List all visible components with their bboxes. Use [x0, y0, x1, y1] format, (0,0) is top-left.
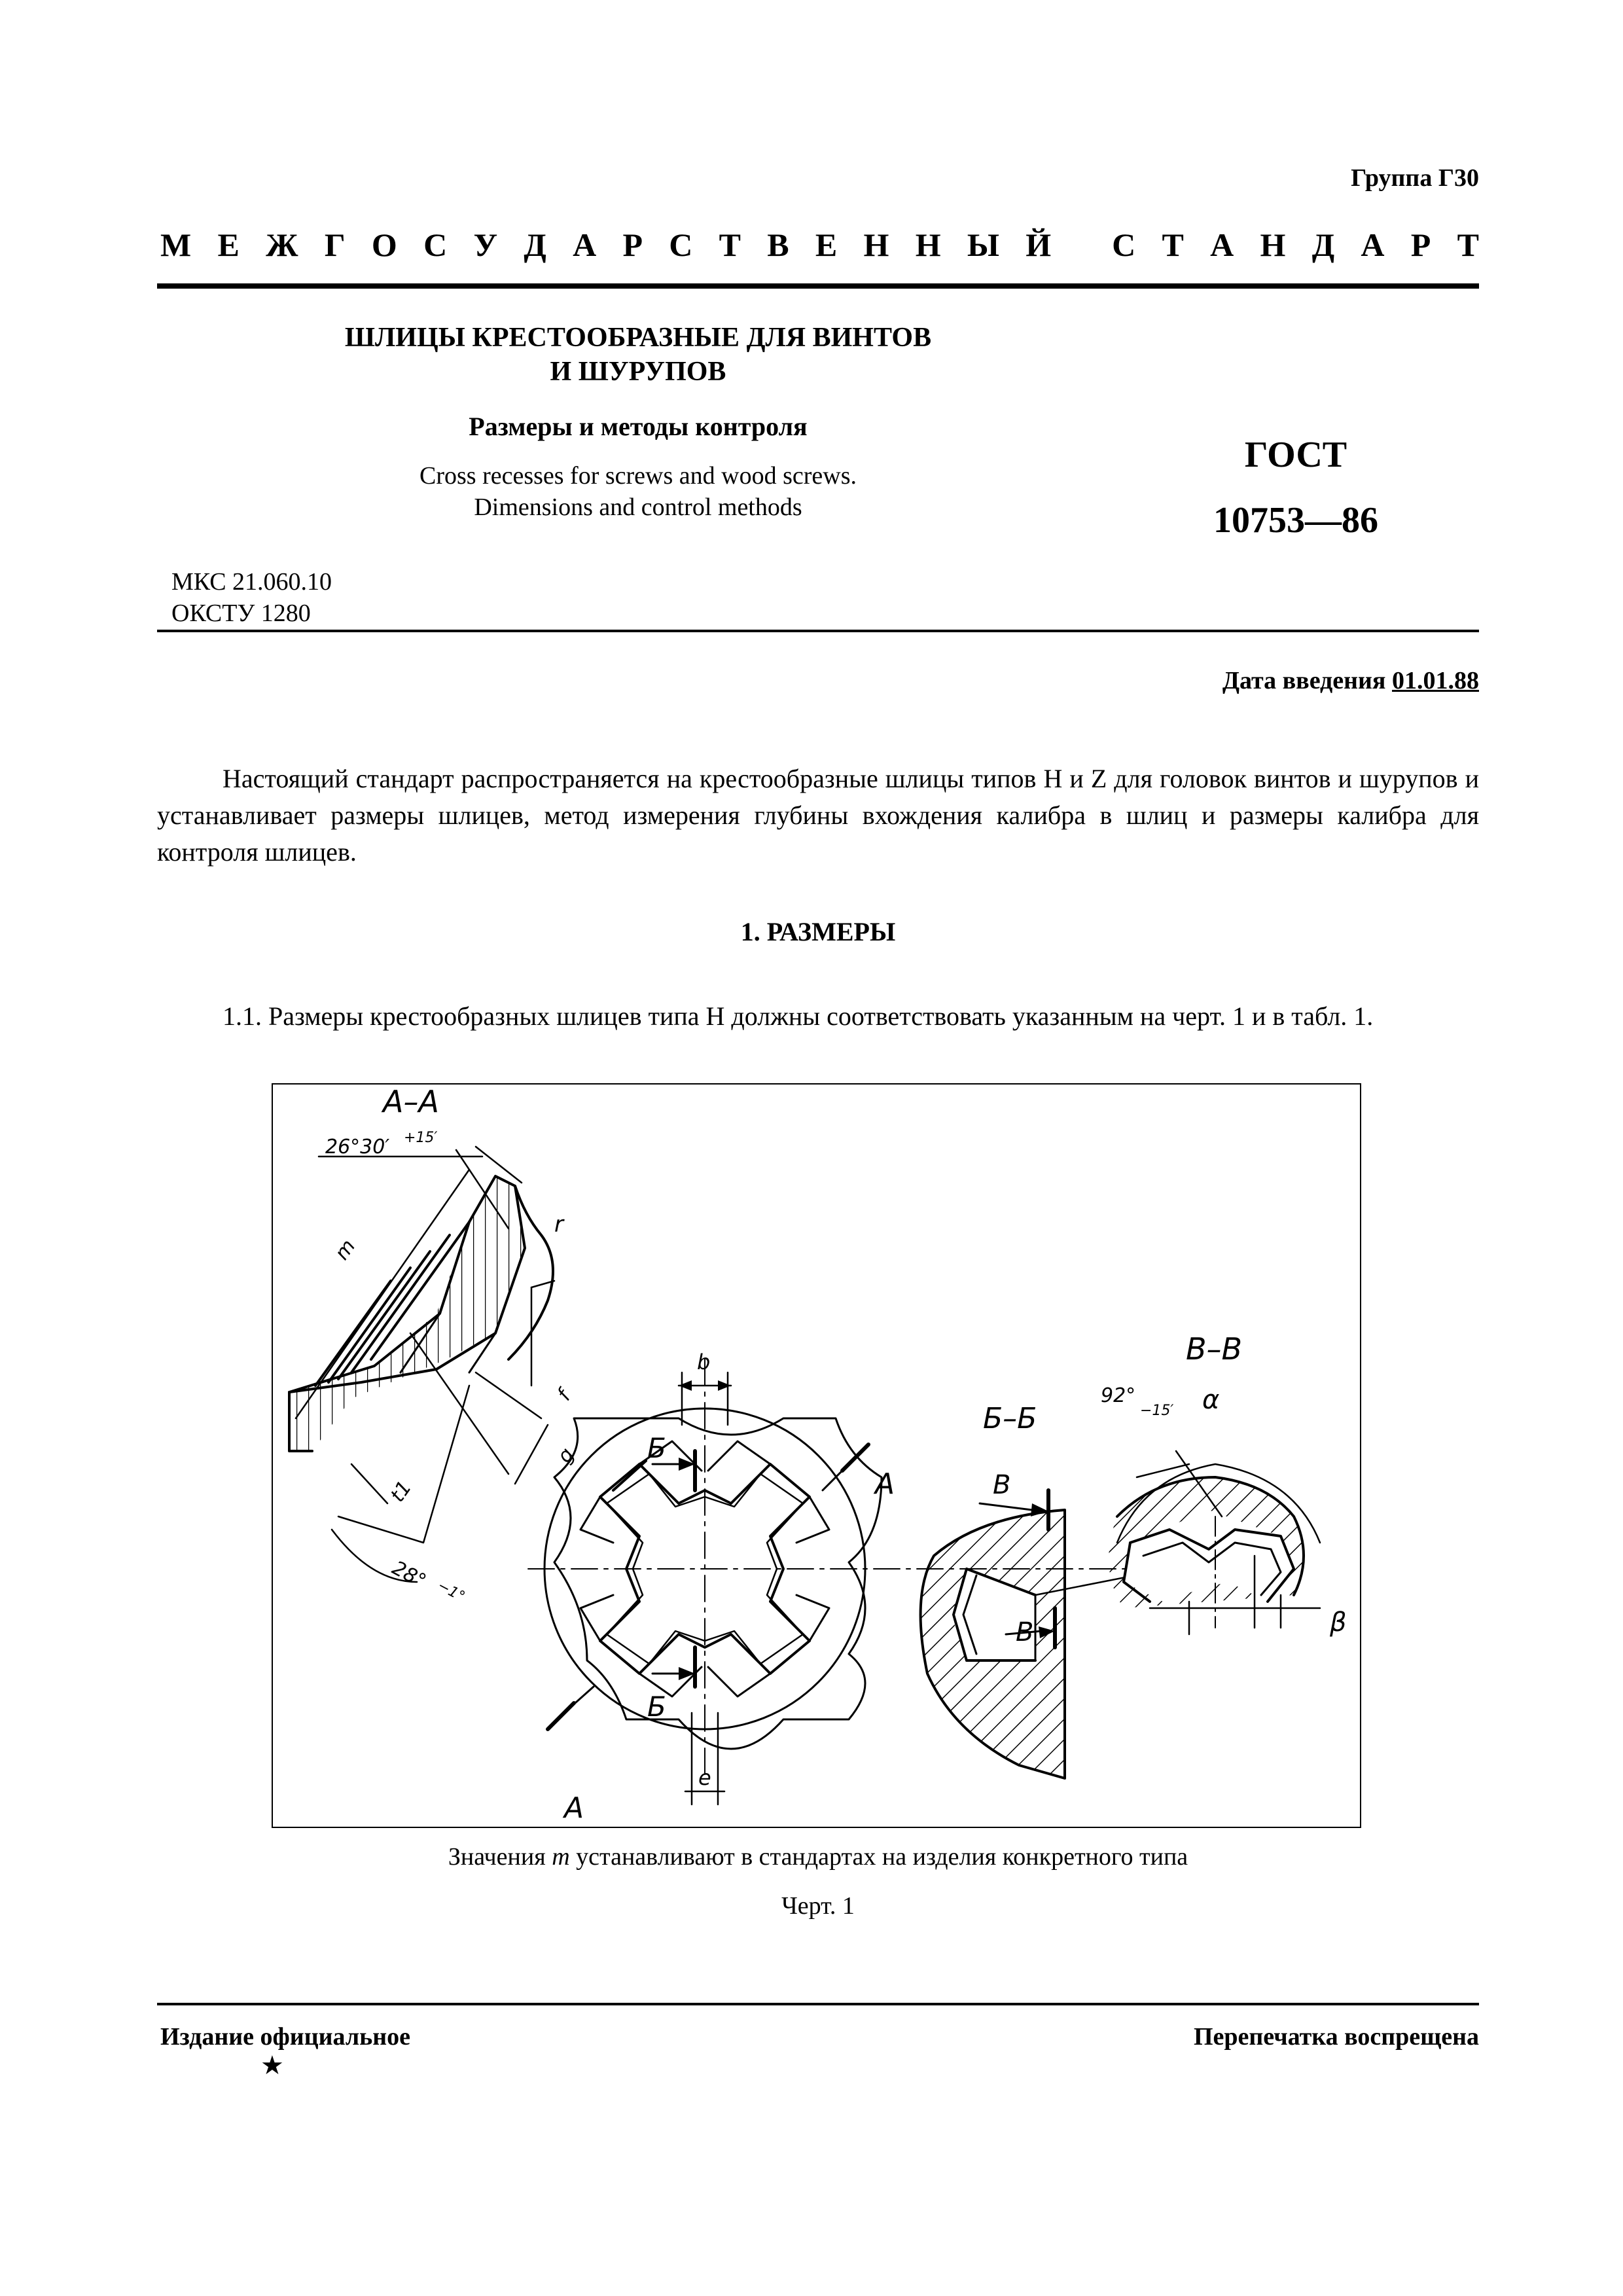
interstate-letter: А — [1210, 226, 1234, 263]
fig-label-t1: t1 — [385, 1477, 417, 1507]
cross-recess-drawing — [273, 1085, 1363, 1829]
interstate-letter: О — [371, 226, 397, 263]
fig-label-alpha: α — [1202, 1385, 1220, 1415]
section-vv-view — [1109, 1451, 1320, 1634]
title-block — [262, 321, 1014, 523]
section-heading: 1. РАЗМЕРЫ — [740, 917, 896, 946]
fig-label-sec-vv: В–В — [1186, 1331, 1243, 1367]
intro-date — [1222, 666, 1479, 695]
header-rule — [157, 283, 1479, 289]
fig-label-cut-v-top: В — [993, 1470, 1011, 1500]
interstate-letter: Т — [1457, 226, 1479, 263]
interstate-letter: С — [1112, 226, 1136, 263]
interstate-letter: С — [669, 226, 693, 263]
interstate-letter: Н — [1260, 226, 1286, 263]
fig-label-beta: β — [1330, 1607, 1347, 1638]
fig-label-angle-92: 92° — [1101, 1384, 1136, 1407]
interstate-letter: В — [767, 226, 789, 263]
fig-label-angle-92-tol: −15′ — [1140, 1403, 1174, 1419]
fig-label-angle-bottom-tol: −1° — [435, 1577, 468, 1605]
fig-label-m: m — [330, 1235, 361, 1265]
interstate-letter: Ы — [967, 226, 999, 263]
interstate-letter: А — [1361, 226, 1385, 263]
interstate-letter — [1077, 226, 1086, 264]
interstate-letter: Н — [863, 226, 889, 263]
fig-label-f: f — [552, 1386, 576, 1405]
gost-label: ГОСТ — [1244, 435, 1347, 475]
fig-label-cut-a-bottom: А — [564, 1791, 584, 1825]
fig-label-cut-b-top: Б — [647, 1432, 666, 1464]
figure-number: Черт. 1 — [781, 1892, 855, 1920]
figure-caption — [157, 1842, 1479, 1871]
fig-label-sec-aa: А–А — [383, 1085, 439, 1119]
interstate-letter: М — [160, 226, 192, 263]
interstate-letter: Н — [915, 226, 941, 263]
interstate-letter: С — [423, 226, 448, 263]
title-en-line1: Cross recesses for screws and wood screws. — [419, 462, 857, 490]
interstate-letter: Т — [719, 226, 741, 263]
intro-date-label: Дата введения — [1222, 667, 1386, 694]
interstate-letter: Д — [524, 226, 546, 263]
footer-rule — [157, 2003, 1479, 2005]
scope-paragraph: Настоящий стандарт распространяется на крестообразные шлицы типов Н и Z для головок винтов и шурупов и устанавливает размеры шлицев, метод измерения глубины вхождения калибра в шлиц и размеры калибра для контроля шлицев. — [157, 764, 1479, 867]
fig-label-g: g — [552, 1443, 579, 1467]
fig-label-b: b — [697, 1350, 711, 1374]
interstate-standard-heading — [160, 226, 1479, 264]
fig-label-cut-a-top: А — [875, 1467, 895, 1501]
clause-1-1: 1.1. Размеры крестообразных шлицев типа Н должны соответствовать указанным на черт. 1 и в табл. 1. — [223, 1001, 1374, 1031]
interstate-letter: Т — [1162, 226, 1184, 263]
gost-number: 10753—86 — [1213, 500, 1378, 541]
figure-1 — [272, 1083, 1361, 1828]
footer-star: ★ — [260, 2051, 284, 2080]
fig-label-angle-bottom: 28° — [388, 1556, 430, 1594]
interstate-letter: Р — [1410, 226, 1431, 263]
caption-pre: Значения — [448, 1843, 552, 1871]
codes-rule — [157, 630, 1479, 632]
title-en — [262, 460, 1014, 523]
footer-official-edition: Издание официальное — [160, 2023, 411, 2051]
group-code: Группа Г30 — [1351, 164, 1479, 192]
fig-label-sec-bb: Б–Б — [983, 1402, 1037, 1435]
interstate-letter: А — [573, 226, 597, 263]
title-en-line2: Dimensions and control methods — [474, 493, 802, 521]
fig-label-angle-top-tol: +15′ — [404, 1130, 438, 1146]
interstate-letter: Ж — [266, 226, 298, 263]
caption-post: устанавливают в стандартах на изделия конкретного типа — [569, 1843, 1188, 1871]
title-ru-line1: ШЛИЦЫ КРЕСТООБРАЗНЫЕ ДЛЯ ВИНТОВ — [344, 323, 932, 353]
intro-date-value: 01.01.88 — [1392, 667, 1479, 694]
subtitle-ru: Размеры и методы контроля — [469, 412, 808, 441]
interstate-letter: Й — [1026, 226, 1052, 263]
footer-reprint-prohibited: Перепечатка воспрещена — [1193, 2023, 1479, 2051]
fig-label-cut-v-bottom: В — [1016, 1617, 1034, 1647]
title-ru-line2: И ШУРУПОВ — [550, 357, 726, 387]
interstate-letter: Е — [217, 226, 240, 263]
mks-code: МКС 21.060.10 — [171, 568, 332, 596]
interstate-letter: Г — [324, 226, 346, 263]
interstate-letter: У — [473, 226, 498, 263]
interstate-letter: Е — [815, 226, 838, 263]
fig-label-angle-top: 26°30′ — [325, 1136, 390, 1158]
caption-m: m — [552, 1843, 570, 1871]
gost-designation — [1139, 422, 1453, 553]
fig-label-r: r — [554, 1211, 563, 1238]
fig-label-cut-b-bottom: Б — [647, 1691, 666, 1723]
interstate-letter: Р — [622, 226, 643, 263]
section-aa-view — [289, 1147, 554, 1582]
fig-label-e: e — [698, 1765, 711, 1790]
okstu-code: ОКСТУ 1280 — [171, 600, 311, 627]
classification-codes — [171, 566, 332, 629]
interstate-letter: Д — [1311, 226, 1335, 263]
